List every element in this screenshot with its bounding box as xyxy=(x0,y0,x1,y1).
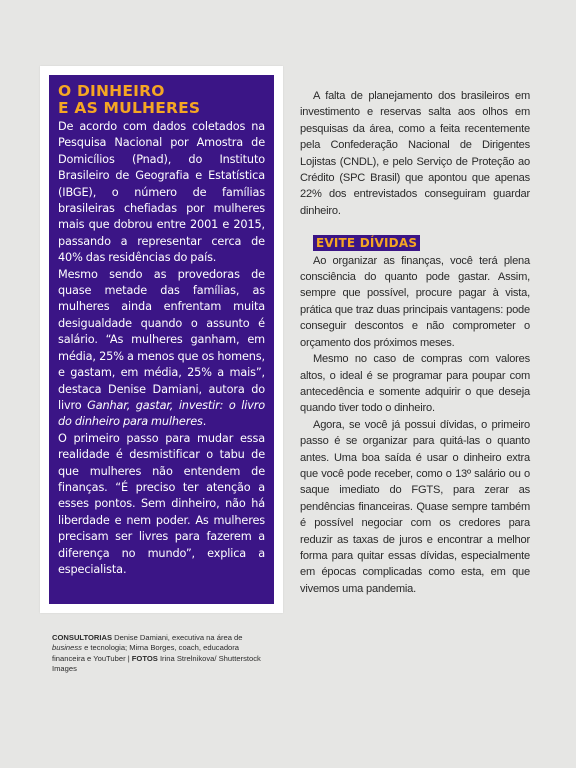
sidebar-paragraph-3: O primeiro passo para mudar essa realidade é desmistificar o tabu de que mulheres não entendem de finanças. “É preciso ter atenção a esses pontos. Sem dinheiro, não há liberdade e nem poder. As mulheres precisam ser livres para fazerem a diferença no mundo”, explica a especialista. xyxy=(58,431,265,576)
section-heading: EVITE DÍVIDAS xyxy=(313,235,420,251)
sidebar-title-line1: O DINHEIRO xyxy=(58,82,165,100)
sidebar-paragraph-2-text: Mesmo sendo as provedoras de quase metade das famílias, as mulheres ainda enfrentam muita desigualdade quando o assunto é salário. “As mulheres ganham, em média, 25% a menos que os homens, e gastam, em média, 25% a mais”, destaca Denise Damiani, autora do livro xyxy=(58,267,265,412)
credits xyxy=(52,633,274,675)
article-column xyxy=(300,88,530,597)
sidebar-panel xyxy=(49,75,274,604)
article-intro: A falta de planejamento dos brasileiros em investimento e reservas salta aos olhos em pesquisas da área, como a feita recentemente pela Confederação Nacional de Dirigentes Lojistas (CNDL), e pelo Serviço de Proteção ao Crédito (SPC Brasil) que apontou que apenas 22% dos entrevistados conseguiram guardar dinheiro. xyxy=(300,90,530,217)
sidebar-title-line2: E AS MULHERES xyxy=(58,99,201,117)
credits-consult-label: CONSULTORIAS xyxy=(52,633,113,642)
credits-photos-label: FOTOS xyxy=(131,653,158,663)
sidebar-paragraph-2 xyxy=(58,267,265,431)
credits-photos-text: Irina Strelnikova/ Shutterstock Images xyxy=(52,653,261,674)
article-paragraph-3: Agora, se você já possui dívidas, o primeiro passo é se organizar para quitá-las o quanto antes. Uma boa saída é usar o dinheiro extra que você pode receber, como o 13º salário ou o saque imediato do FGTS, para zerar as pendências financeiras. Quase sempre também é possível negociar com os credores para reduzir as taxas de juros e encontrar a melhor forma para quitar essas dívidas, especialmente em épocas complicadas como esta, em que vivemos uma pandemia. xyxy=(300,418,530,595)
article-paragraph-1: Ao organizar as finanças, você terá plena consciência do quanto pode gastar. Assim, sempre que possível, procure pagar à vista, prática que traz duas principais vantagens: pode conseguir descontos e não comprometer o orçamento dos próximos meses. xyxy=(300,254,530,349)
article-paragraph-2: Mesmo no caso de compras com valores altos, o ideal é se programar para poupar com antecedência e somente adquirir o que deseja quando tiver todo o dinheiro. xyxy=(300,353,530,415)
credits-consult-text: Denise Damiani, executiva na área de xyxy=(112,633,243,642)
sidebar-paragraph-1: De acordo com dados coletados na Pesquisa Nacional por Amostra de Domicílios (Pnad), do Instituto Brasileiro de Geografia e Estatística (IBGE), o número de famílias brasileiras chefiadas por mulheres mais que dobrou entre 2001 e 2015, passando a representar cerca de 40% das residências do país. xyxy=(58,120,265,265)
sidebar-title xyxy=(58,83,265,117)
credits-consult-text-2: e tecnologia; Mirna Borges, coach, educadora financeira e YouTuber | xyxy=(52,643,240,663)
sidebar-box xyxy=(40,66,283,613)
sidebar-paragraph-2-end: . xyxy=(202,415,207,429)
book-title: Ganhar, gastar, investir: o livro do dinheiro para mulheres xyxy=(58,398,266,429)
credits-business: business xyxy=(52,643,82,653)
